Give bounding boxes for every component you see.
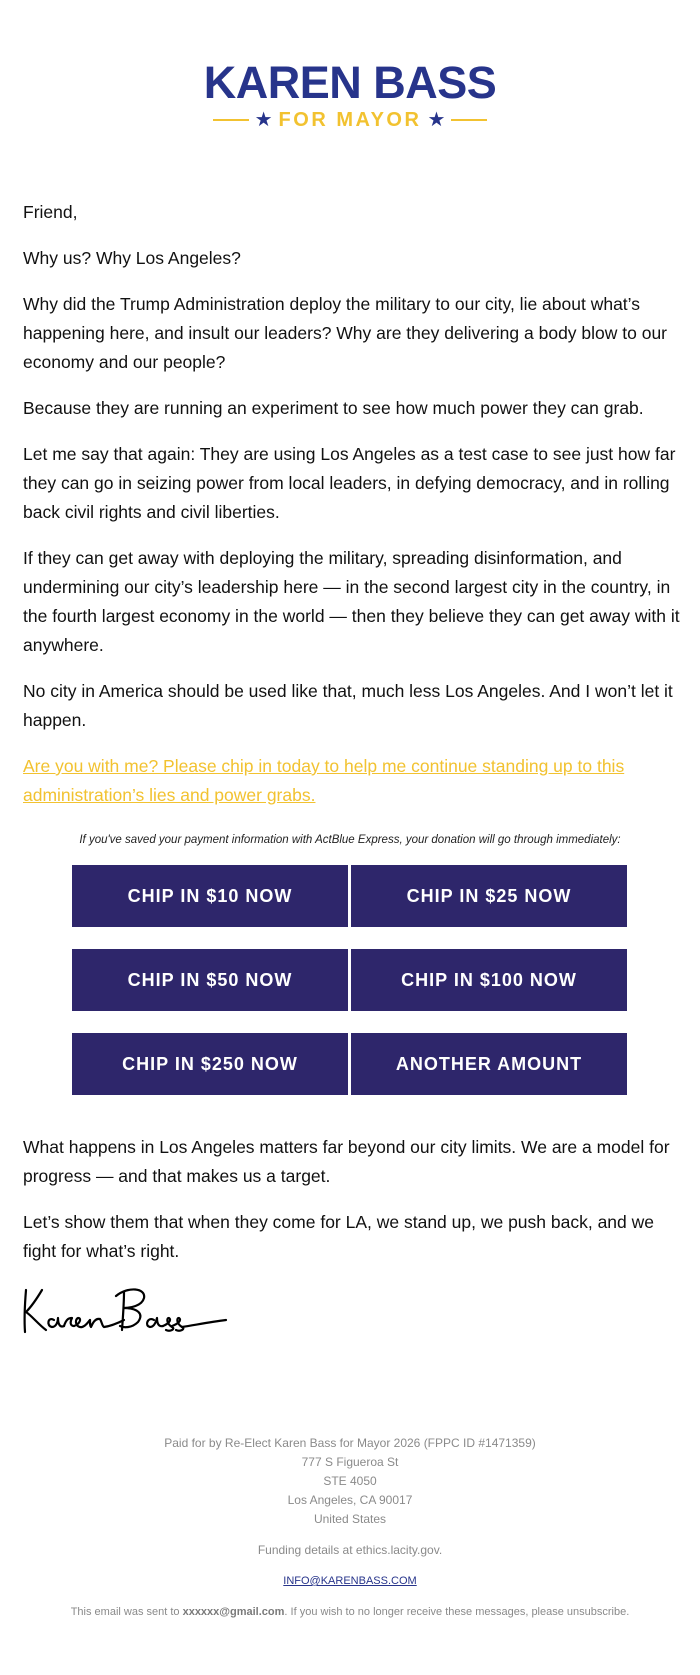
star-icon: ★ [427,109,446,131]
donation-button-grid [72,865,627,1095]
chip-in-10-button[interactable]: CHIP IN $10 NOW [72,865,348,927]
paid-for-by: Paid for by Re-Elect Karen Bass for Mayor 2026 (FPPC ID #1471359) [164,1436,536,1450]
chip-in-50-button[interactable]: CHIP IN $50 NOW [72,949,348,1011]
sent-prefix: This email was sent to [70,1606,183,1618]
address-line: 777 S Figueroa St [301,1455,399,1469]
cta-paragraph [23,752,681,810]
logo-divider-left [213,119,249,121]
recipient-email: xxxxxx@gmail.com [182,1606,285,1618]
logo-name: KAREN BASS [203,57,497,108]
paragraph: Because they are running an experiment to see how much power they can grab. [23,398,644,418]
actblue-express-note: If you've saved your payment information with ActBlue Express, your donation will go through immediately: [79,834,621,846]
signature-image [20,1280,230,1340]
another-amount-button[interactable]: ANOTHER AMOUNT [351,1033,627,1095]
campaign-logo [0,57,700,132]
paragraph: If they can get away with deploying the military, spreading disinformation, and undermining our city’s leadership here — in the second largest city in the country, in the fourth largest economy in the world — then they believe they can get away with it anywhere. [23,548,680,655]
funding-details: Funding details at ethics.lacity.gov. [257,1543,443,1557]
donate-cta-link[interactable]: Are you with me? Please chip in today to help me continue standing up to this administration’s lies and power grabs. [23,756,625,805]
greeting: Friend, [23,202,78,222]
address-line: STE 4050 [323,1474,377,1488]
paragraph: Why did the Trump Administration deploy the military to our city, lie about what’s happening here, and insult our leaders? Why are they delivering a body blow to our economy and our people? [23,294,668,372]
email-footer [0,1434,700,1622]
logo-tagline-row [0,108,700,132]
sent-to-notice [0,1603,700,1622]
letter-body [23,198,681,810]
paragraph: No city in America should be used like that, much less Los Angeles. And I won’t let it happen. [23,681,673,730]
logo-tagline: FOR MAYOR [278,109,422,131]
address-country: United States [313,1512,387,1526]
letter-closing [23,1133,681,1266]
chip-in-100-button[interactable]: CHIP IN $100 NOW [351,949,627,1011]
paragraph: Let’s show them that when they come for LA, we stand up, we push back, and we fight for what’s right. [23,1212,655,1261]
logo-divider-right [451,119,487,121]
unsubscribe-text[interactable]: . If you wish to no longer receive these messages, please unsubscribe. [284,1606,630,1618]
chip-in-25-button[interactable]: CHIP IN $25 NOW [351,865,627,927]
paragraph: Why us? Why Los Angeles? [23,248,241,268]
paragraph: What happens in Los Angeles matters far beyond our city limits. We are a model for progress — and that makes us a target. [23,1137,670,1186]
address-city: Los Angeles, CA 90017 [287,1493,413,1507]
paragraph: Let me say that again: They are using Los Angeles as a test case to see just how far they can go in seizing power from local leaders, in defying democracy, and in rolling back civil rights and civil liberties. [23,444,676,522]
star-icon: ★ [254,109,273,131]
contact-email-link[interactable]: INFO@KARENBASS.COM [283,1575,417,1587]
chip-in-250-button[interactable]: CHIP IN $250 NOW [72,1033,348,1095]
